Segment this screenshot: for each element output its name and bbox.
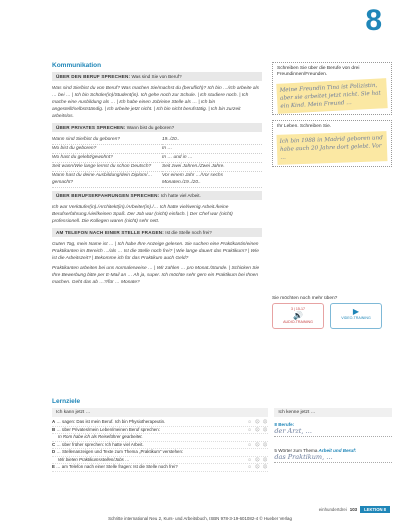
speaker-icon: 🔊 [293,311,303,320]
publisher-line: Schritte international Neu 2, Kurs- und Arbeitsbuch, ISBN 978-3-19-601082-4 © Hueber Verlag [108,516,292,521]
telefon-heading-bold: AM TELEFON NACH EINER STELLE FRAGEN: [56,230,165,235]
spacer [272,172,392,292]
list-item [52,457,268,465]
lernziele-title: Lernziele [52,398,81,405]
video-icon: ▶ [352,307,360,316]
telefon-text-1: Guten Tag, mein Name ist … | Ich habe Ihre Anzeige gelesen. Sie suchen eine Praktikantin/einen Praktikanten im Bereich …/als … Ist die Stelle noch frei? | Wie lange dauert das Praktikum? | Wie ist die Arbeitszeit? | Bekomme ich für das Praktikum auch Geld? [52,242,259,261]
smiley-icons[interactable]: ☺ ☹ ☹ [247,464,269,469]
item-text: … über Privates/mein Leben/meinen Beruf sprechen: [56,426,160,432]
privat-heading-rest: Wann bist du geboren? [125,125,175,130]
freunde-exercise [272,62,392,115]
privat-q: Wo bist du geboren? [52,145,162,154]
item-letter: A [52,419,56,424]
erfahrung-heading-bold: ÜBER BERUFSERFAHRUNGEN SPRECHEN: [56,193,160,198]
woerter-answer: das Praktikum, … [274,453,392,463]
smiley-icons[interactable]: ☺ ☹ ☹ [247,426,269,432]
page-number: 103 [349,507,358,512]
page-word: einhundertdrei [318,507,347,512]
list-item [52,442,268,450]
item-text: … Stellenanzeigen und Texte zum Thema „Praktikum“ verstehen: [56,449,184,454]
freunde-note: Meine Freundin Tina ist Polizistin, aber sie arbeitet jetzt nicht. Sie hat ein Kind. Mein Freund … [276,78,387,114]
smiley-icons[interactable]: ☺ ☹ ☹ [247,456,269,462]
privat-a: In … [162,145,262,154]
section-title: Kommunikation [52,62,102,69]
item-letter: E [52,464,55,469]
item-text: Wir bieten Praktikumsstellen/Jobs … [58,456,130,462]
page-footer [319,506,390,513]
list-item [52,434,268,442]
audio-track: 3 | 15-17 [290,307,306,311]
telefon-heading [52,228,262,237]
freunde-prompt: Schreiben Sie über die Berufe von drei Freundinnen/Freunden. [277,66,360,77]
privat-a: In … und in … [162,154,262,163]
item-text: … über früher sprechen: Ich hatte viel Arbeit. [56,441,144,447]
erfahrung-heading [52,191,262,200]
list-item [52,449,268,457]
media-row [272,303,392,329]
item-text: … am Telefon nach einer Stelle fragen: Ist die Stelle noch frei? [56,464,178,469]
erfahrung-text: Ich war Verkäufer(in)./Architekt(in)./Arbeiter(in)./… Ich hatte viel/wenig Arbeit./keine Berufserfahrung./viel/keinen Spaß. Der Job war (nicht) einfach. | Der Chef war (nicht) professionell. Die Kollegen waren (nicht) sehr nett. [52,205,233,224]
telefon-text-2: Praktikanten arbeiten bei uns normalerweise … | Wir zahlen … pro Monat./Stunde. | Schicken Sie Ihre Bewerbung bitte per E-Mail an … Ah ja, super. Ich möchte sehr gern ein Praktikum bei Ihnen machen. Geht das ab …?/für … Monate? [52,266,260,285]
privat-q: Wann sind Sie/bist du geboren? [52,136,162,145]
berufe-answer: der Arzt, … [274,427,392,437]
berufe-label: 8 Berufe: [274,422,295,427]
video-training-button[interactable] [330,303,382,329]
privat-table [52,136,262,188]
smiley-icons[interactable]: ☺ ☹ ☹ [247,441,269,447]
left-header: Ich kann jetzt … [52,408,268,417]
privat-heading-bold: ÜBER PRIVATES SPRECHEN: [56,125,126,130]
sidebar [272,62,392,329]
item-letter: C [52,441,56,447]
item-text: … sagen: Das ist mein Beruf. Ich bin Physiotherapeutin. [56,419,166,424]
kommunikation-section [52,62,262,289]
lernziele-body [52,419,392,472]
list-item [52,464,268,472]
woerter-label-num: 5 Wörter zum Thema [274,448,318,453]
beruf-heading-rest: Was sind Sie von Beruf? [130,74,182,79]
video-label: VIDEO-TRAINING [341,316,371,320]
privat-q: Wann hast du deine Ausbildung/dein Diplom/… gemacht? [52,172,162,188]
vocab-box [274,419,392,472]
audio-training-button[interactable] [272,303,324,329]
item-letter: B [52,426,56,432]
privat-a: Seit zwei Jahren./Zwei Jahre. [162,163,262,172]
erfahrung-heading-rest: Ich hatte viel Arbeit. [159,193,201,198]
lernziele-list [52,419,268,472]
leben-prompt: Ihr Leben. Schreiben Sie. [277,124,332,129]
privat-q: Wo hast du gelebt/gewohnt? [52,154,162,163]
list-item [52,419,268,427]
leben-note: Ich bin 1988 in Madrid geboren und habe auch 20 Jahre dort gelebt. Vor … [277,131,388,165]
lesson-badge: LEKTION 8 [360,506,390,513]
privat-a: 19../20.. [162,136,262,145]
beruf-text: Was sind Sie/bist du von Beruf? Was machen Sie/machst du (beruflich)? Ich bin …/Ich arbeite als … bei … | Ich bin Schüler(in)/Student(in). Ich gehe noch zur Schule. | Ich studiere noch. | Ich mache eine Ausbildung als … | Ich habe einen Job/eine Stelle als … | Ich bin angestellt/selbstständig. | Ich arbeite jetzt nicht. | Ich bin nicht berufstätig. | Ich bin zurzeit arbeitslos. [52,86,259,119]
lesson-number: 8 [365,4,382,37]
woerter-label-rest: Arbeit und Beruf: [317,448,357,453]
lernziele-section [52,398,392,472]
item-letter: D [52,449,56,454]
smiley-icons[interactable]: ☺ ☹ ☹ [247,419,269,424]
beruf-heading [52,72,262,81]
privat-a: Vor einem Jahr …/Vor sechs Monaten./19../20.. [162,172,262,188]
privat-q: Seit wann/Wie lange lernst du schon Deutsch? [52,163,162,172]
media-question: Sie möchten noch mehr üben? [272,296,338,301]
lernziele-header [52,408,392,417]
list-item [52,427,268,435]
audio-label: AUDIO-TRAINING [283,320,313,324]
item-text: In Rom habe ich als Reiseführer gearbeitet. [58,434,143,439]
right-header: Ich kenne jetzt … [274,408,392,417]
leben-exercise [272,120,392,167]
privat-heading [52,123,262,132]
beruf-heading-bold: ÜBER DEN BERUF SPRECHEN: [56,74,131,79]
telefon-heading-rest: Ist die Stelle noch frei? [164,230,212,235]
spacer [274,437,392,445]
